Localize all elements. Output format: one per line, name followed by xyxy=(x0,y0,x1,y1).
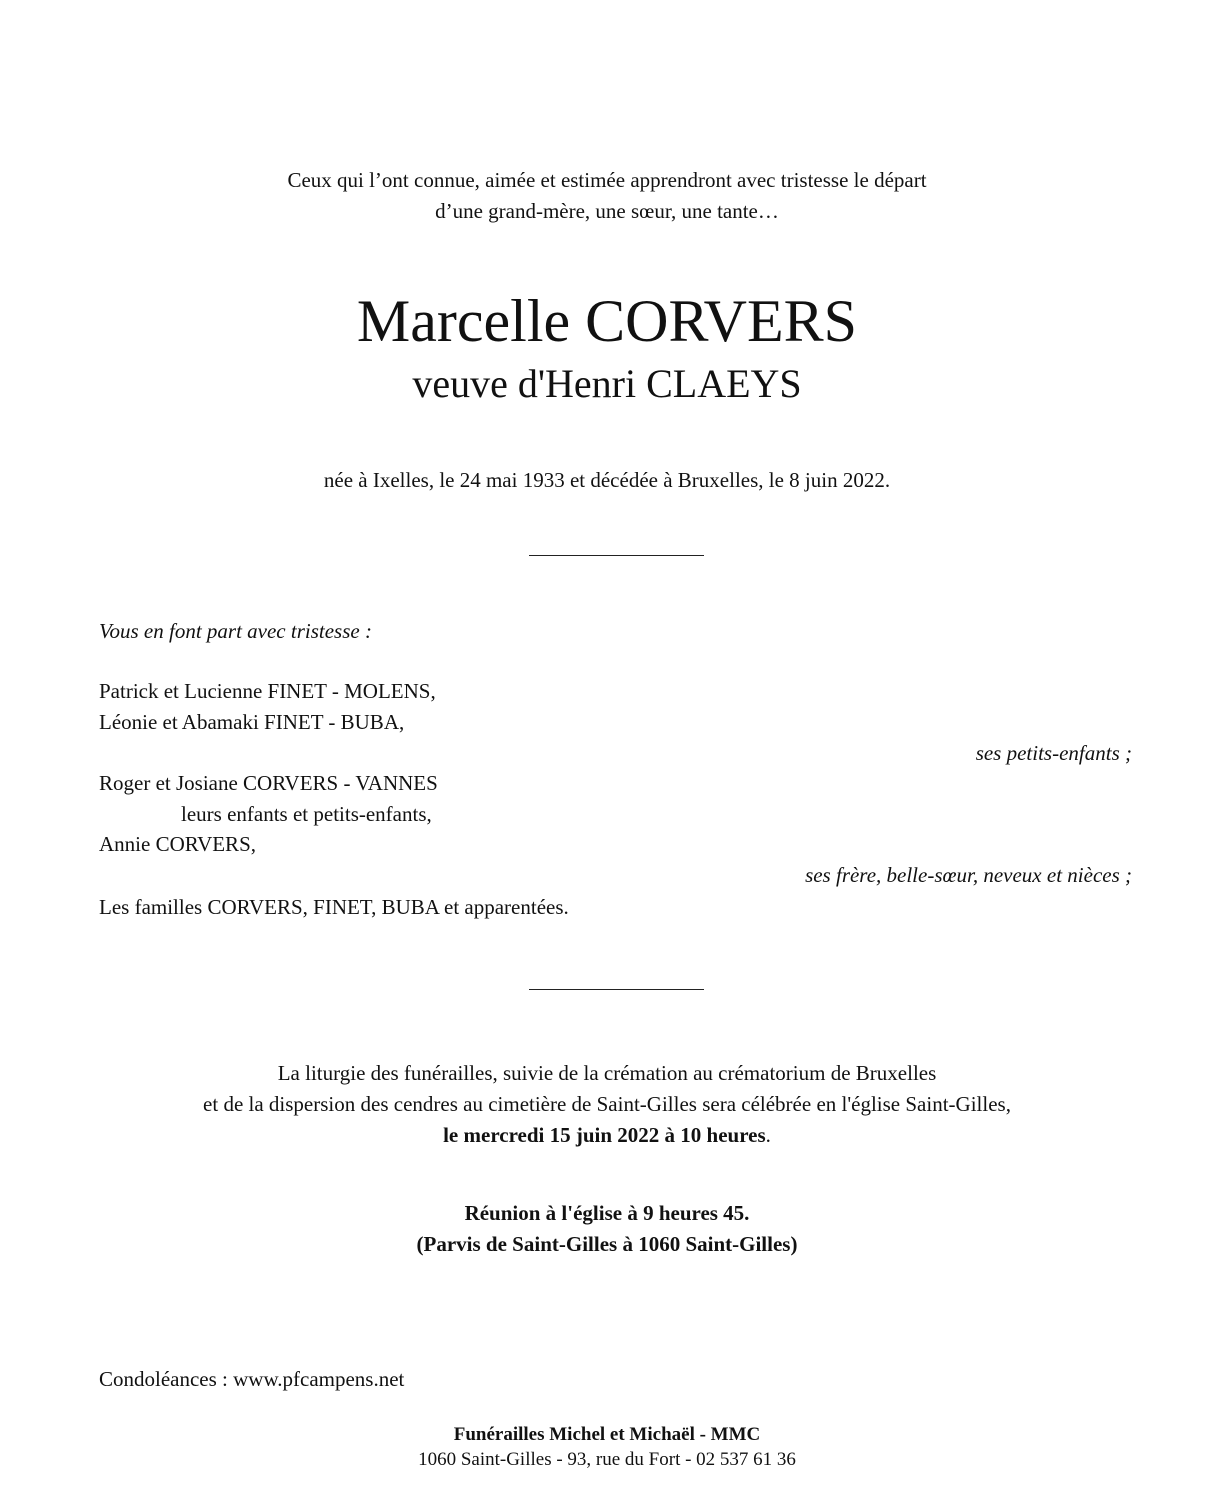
funeral-home-address: 1060 Saint-Gilles - 93, rue du Fort - 02 537 61 36 xyxy=(418,1449,796,1470)
ceremony-date: le mercredi 15 juin 2022 à 10 heures xyxy=(443,1123,766,1147)
ceremony-line-2: et de la dispersion des cendres au cimetière de Saint-Gilles sera célébrée en l'église Saint-Gilles, xyxy=(203,1092,1011,1116)
ceremony-date-line xyxy=(0,1120,1214,1151)
condolences-line: Condoléances : www.pfcampens.net xyxy=(99,1367,405,1391)
meeting-time: Réunion à l'église à 9 heures 45. xyxy=(464,1201,750,1225)
widow-of: veuve d'Henri CLAEYS xyxy=(412,361,802,406)
separator-line-1 xyxy=(529,555,704,556)
grandchildren-role: ses petits-enfants ; xyxy=(975,741,1132,765)
ceremony-date-end: . xyxy=(765,1123,771,1147)
intro-line-1: Ceux qui l’ont connue, aimée et estimée apprendront avec tristesse le départ xyxy=(287,168,927,192)
sibling-line-2: leurs enfants et petits-enfants, xyxy=(181,802,432,826)
grandchild-line-1: Patrick et Lucienne FINET - MOLENS, xyxy=(99,679,436,703)
sibling-line-1: Roger et Josiane CORVERS - VANNES xyxy=(99,771,438,795)
siblings-role: ses frère, belle-sœur, neveux et nièces ; xyxy=(805,863,1132,887)
intro-text xyxy=(0,165,1214,227)
intro-line-2: d’une grand-mère, une sœur, une tante… xyxy=(435,199,779,223)
funeral-home-name: Funérailles Michel et Michaël - MMC xyxy=(453,1424,761,1445)
birth-death-dates: née à Ixelles, le 24 mai 1933 et décédée à Bruxelles, le 8 juin 2022. xyxy=(323,468,891,492)
ceremony-text xyxy=(0,1058,1214,1151)
grandchild-line-2: Léonie et Abamaki FINET - BUBA, xyxy=(99,710,405,734)
family-intro: Vous en font part avec tristesse : xyxy=(99,619,372,643)
families-line: Les familles CORVERS, FINET, BUBA et apparentées. xyxy=(99,895,569,919)
sibling-line-3: Annie CORVERS, xyxy=(99,832,256,856)
ceremony-line-1: La liturgie des funérailles, suivie de la crémation au crématorium de Bruxelles xyxy=(277,1061,937,1085)
separator-line-2 xyxy=(529,989,704,990)
deceased-name: Marcelle CORVERS xyxy=(356,288,858,354)
meeting-info xyxy=(0,1198,1214,1260)
meeting-address: (Parvis de Saint-Gilles à 1060 Saint-Gilles) xyxy=(416,1232,798,1256)
